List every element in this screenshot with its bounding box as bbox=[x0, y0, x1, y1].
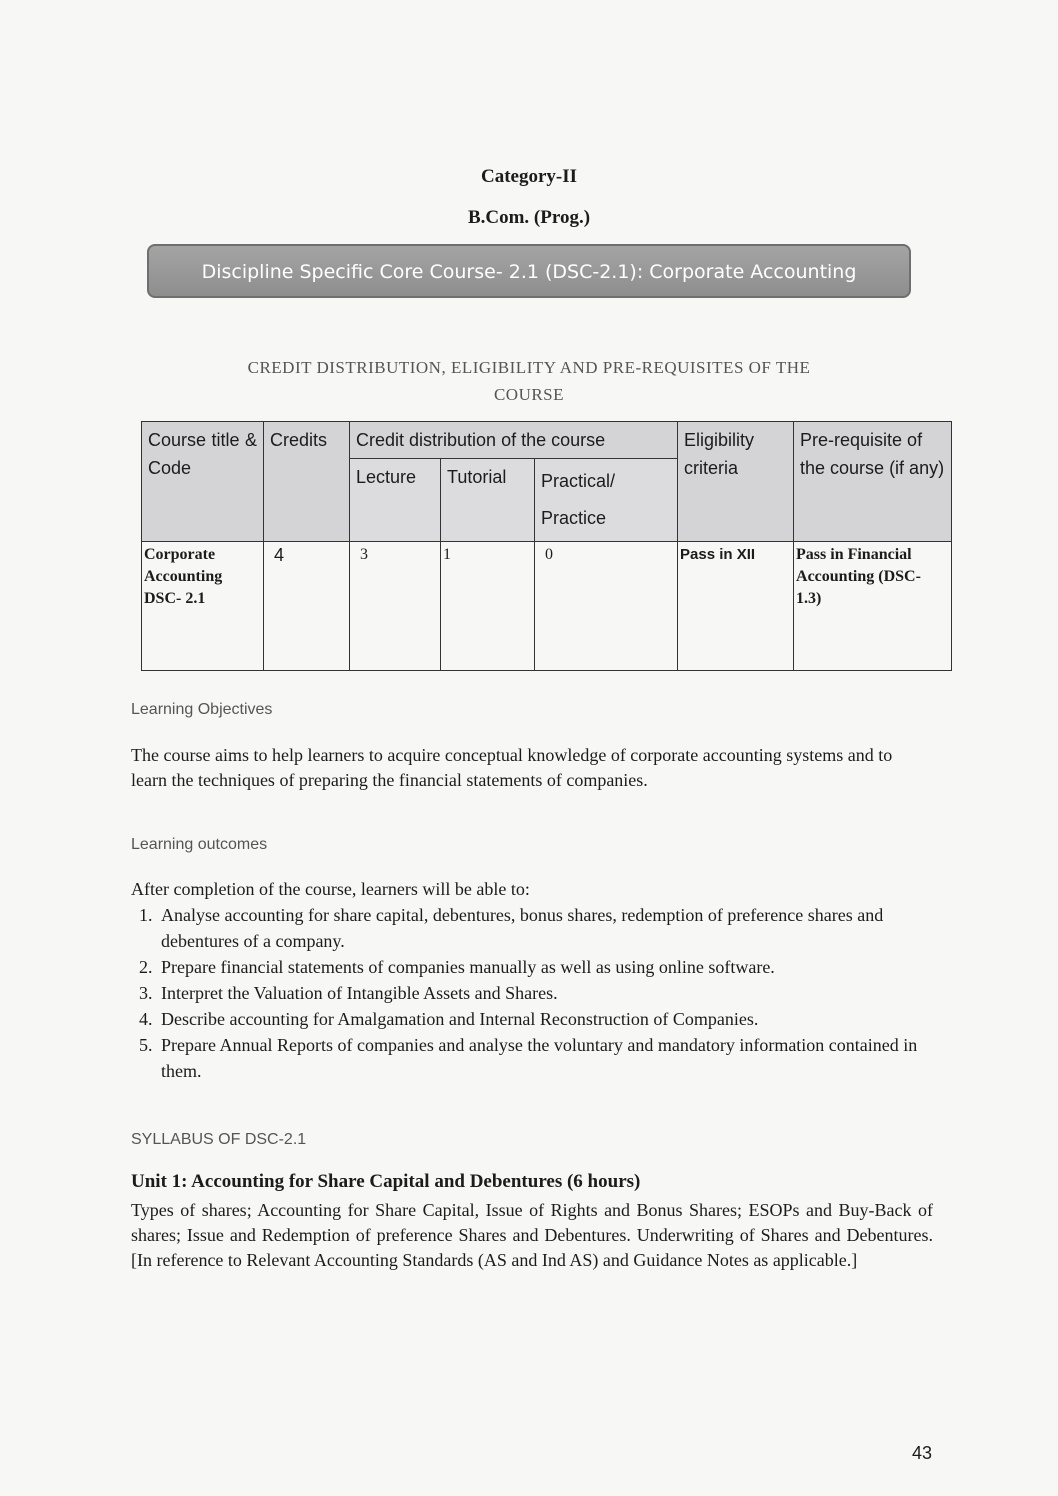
header-credits: Credits bbox=[264, 422, 350, 542]
header-eligibility: Eligibility criteria bbox=[678, 422, 794, 542]
outcomes-intro: After completion of the course, learners will be able to: bbox=[131, 879, 530, 899]
cell-eligibility: Pass in XII bbox=[678, 542, 794, 671]
cell-prereq: Pass in Financial Accounting (DSC- 1.3) bbox=[794, 542, 952, 671]
header-prereq: Pre-requisite of the course (if any) bbox=[794, 422, 952, 542]
list-item: 2. Prepare financial statements of companies manually as well as using online software. bbox=[157, 954, 937, 980]
cell-practical: 0 bbox=[535, 542, 678, 671]
unit-1-title: Unit 1: Accounting for Share Capital and Debentures (6 hours) bbox=[131, 1171, 641, 1192]
header-tutorial: Tutorial bbox=[441, 459, 535, 542]
credit-distribution-table bbox=[141, 421, 952, 671]
objectives-heading: Learning Objectives bbox=[131, 701, 273, 718]
cell-tutorial: 1 bbox=[441, 542, 535, 671]
header-practical: Practical/ Practice bbox=[535, 459, 678, 542]
header-course: Course title & Code bbox=[142, 422, 264, 542]
header-distribution: Credit distribution of the course bbox=[350, 422, 678, 459]
list-item: 3. Interpret the Valuation of Intangible Assets and Shares. bbox=[157, 980, 937, 1006]
header-lecture: Lecture bbox=[350, 459, 441, 542]
credit-heading-line-1: CREDIT DISTRIBUTION, ELIGIBILITY AND PRE-REQUISITES OF THE bbox=[247, 358, 811, 377]
outcomes-list bbox=[131, 902, 937, 1084]
unit-1-text: Types of shares; Accounting for Share Capital, Issue of Rights and Bonus Shares; ESOPs and Buy-Back of shares; Issue and Redemption of preference Shares and Debentures. Underwriting of Shares and Debentures. [In reference to Relevant Accounting Standards (AS and Ind AS) and Guidance Notes as applicable.] bbox=[131, 1200, 933, 1270]
course-banner: Discipline Specific Core Course- 2.1 (DSC-2.1): Corporate Accounting bbox=[147, 244, 911, 298]
table-row bbox=[142, 542, 952, 671]
cell-course: Corporate Accounting DSC- 2.1 bbox=[142, 542, 264, 671]
list-item: 1. Analyse accounting for share capital, debentures, bonus shares, redemption of preference shares and debentures of a company. bbox=[157, 902, 937, 954]
table-header-row bbox=[142, 422, 952, 459]
page-number: 43 bbox=[911, 1443, 932, 1463]
list-item: 5. Prepare Annual Reports of companies and analyse the voluntary and mandatory information contained in them. bbox=[157, 1032, 937, 1084]
list-item: 4. Describe accounting for Amalgamation and Internal Reconstruction of Companies. bbox=[157, 1006, 937, 1032]
cell-lecture: 3 bbox=[350, 542, 441, 671]
outcomes-heading: Learning outcomes bbox=[131, 836, 268, 853]
syllabus-heading: SYLLABUS OF DSC-2.1 bbox=[131, 1131, 307, 1148]
credit-distribution-heading bbox=[0, 354, 1058, 408]
cell-credits: 4 bbox=[264, 542, 350, 671]
credit-heading-line-2: COURSE bbox=[493, 385, 565, 404]
objectives-text: The course aims to help learners to acquire conceptual knowledge of corporate accounting systems and to learn the techniques of preparing the financial statements of companies. bbox=[131, 745, 893, 790]
category-heading: Category-II bbox=[480, 166, 578, 187]
program-heading: B.Com. (Prog.) bbox=[467, 207, 591, 228]
